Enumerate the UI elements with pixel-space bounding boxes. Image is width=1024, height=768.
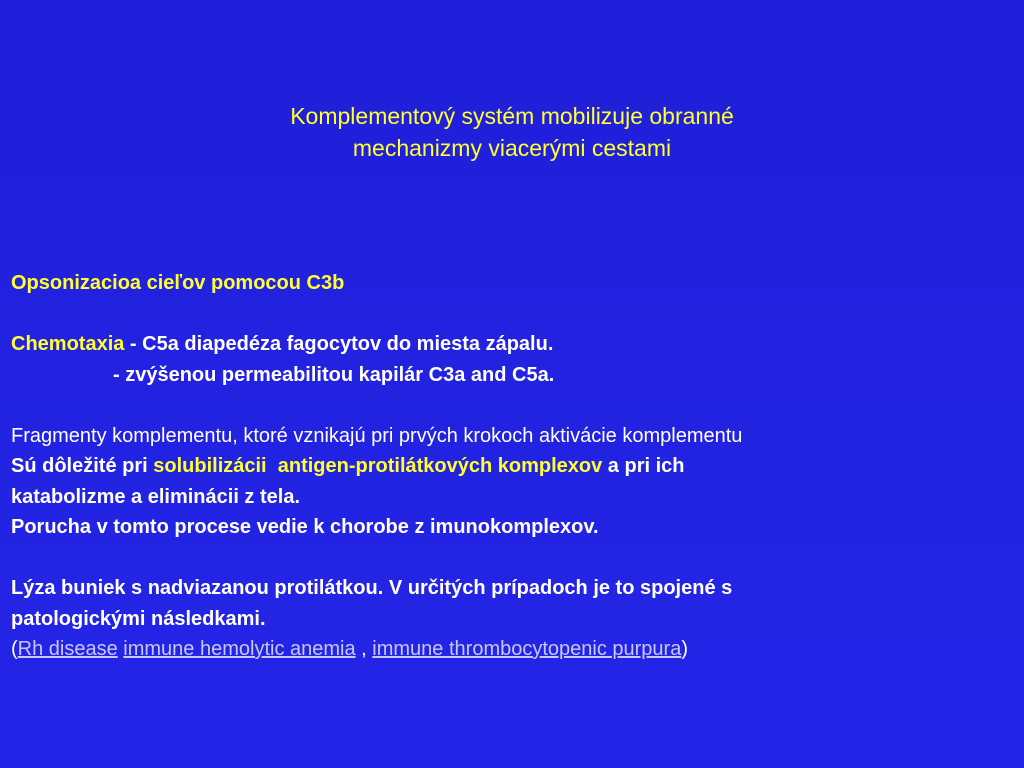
lysis-line-2: patologickými následkami. (11, 607, 266, 630)
spacer (11, 299, 1011, 330)
slide-title-line-2: mechanizmy viacerými cestami (352, 135, 672, 161)
spacer (11, 543, 1011, 574)
paren-open: ( (11, 638, 18, 660)
hemolytic-anemia-link[interactable]: immune hemolytic anemia (123, 638, 356, 660)
slide-title (0, 100, 1024, 164)
fragments-line-2 (11, 451, 1011, 482)
opsonization-heading: Opsonizacioa cieľov pomocou C3b (11, 272, 345, 294)
chemotaxis-term: Chemotaxia (11, 333, 125, 355)
slide-title-line-1: Komplementový systém mobilizuje obranné (290, 103, 734, 129)
link-separator: , (355, 638, 373, 660)
fragments-space (267, 455, 278, 477)
complexes-highlight: antigen-protilátkových komplexov (277, 455, 603, 477)
spacer (11, 390, 1011, 421)
disease-links-line (11, 634, 1011, 665)
paren-close: ) (681, 638, 689, 660)
lysis-line-1: Lýza buniek s nadviazanou protilátkou. V určitých prípadoch je to spojené s (11, 577, 733, 599)
rh-disease-link[interactable]: Rh disease (17, 638, 118, 660)
chemotaxis-line (11, 329, 1011, 360)
thrombocytopenic-purpura-link[interactable]: immune thrombocytopenic purpura (372, 638, 682, 660)
chemotaxis-line-2: - zvýšenou permeabilitou kapilár C3a and C5a. (113, 363, 555, 386)
chemotaxis-description: - C5a diapedéza fagocytov do miesta zápalu. (124, 333, 554, 355)
fragments-line-3: katabolizme a eliminácii z tela. (11, 485, 301, 508)
fragments-line-1: Fragmenty komplementu, ktoré vznikajú pri prvých krokoch aktivácie komplementu (11, 424, 743, 447)
fragments-suffix: a pri ich (602, 455, 685, 477)
fragments-prefix: Sú dôležité pri (11, 455, 154, 477)
fragments-line-4: Porucha v tomto procese vedie k chorobe z imunokomplexov. (11, 516, 599, 538)
solubilization-highlight: solubilizácii (153, 455, 267, 477)
slide-body (11, 268, 1011, 665)
